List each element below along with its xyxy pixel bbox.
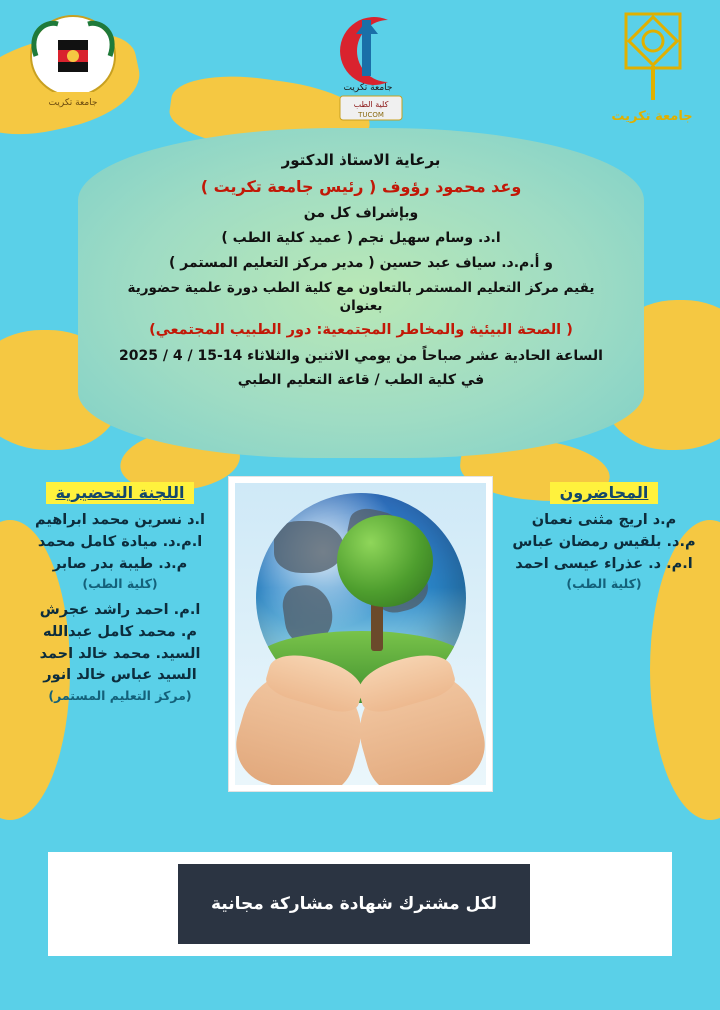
certificate-banner-text: لكل مشترك شهادة مشاركة مجانية [210,894,498,914]
svg-text:جامعة تكريت: جامعة تكريت [48,98,98,108]
committee-member: السيد عباس خالد انور [43,667,197,684]
card-line-6: يقيم مركز التعليم المستمر بالتعاون مع كلية الطب دورة علمية حضورية بعنوان [127,279,595,314]
college-of-medicine-emblem-icon [310,4,420,129]
committee-member: ا.م.د. ميادة كامل محمد [37,533,203,550]
committee-affiliation-center: (مركز التعليم المستمر) [48,688,192,703]
lecturers-heading: المحاضرون [550,482,659,504]
committee-section [22,482,218,706]
committee-member: ا.م. احمد راشد عجرش [39,602,201,618]
card-line-2: وعد محمود رؤوف ( رئيس جامعة تكريت ) [200,177,522,197]
earth-tree-in-hands-illustration [228,476,493,792]
tikrit-university-wordmark-icon [596,4,706,129]
committee-member: السيد. محمد خالد احمد [39,645,201,662]
tree-icon [337,515,433,607]
announcement-card [78,128,644,458]
svg-text:جامعة تكريت: جامعة تكريت [611,109,693,124]
committee-affiliation-medicine: (كلية الطب) [82,576,158,592]
lecturers-affiliation: (كلية الطب) [566,576,642,592]
lecturer-name: م.د. بلقيس رمضان عباس [512,533,696,550]
card-line-5: و أ.م.د. سياف عبد حسين ( مدير مركز التعليم المستمر ) [169,254,553,271]
certificate-banner [178,864,530,944]
card-line-3: وبإشراف كل من [303,204,419,221]
svg-text:جامعة تكريت: جامعة تكريت [343,83,393,93]
svg-text:كلية الطب: كلية الطب [353,100,389,109]
committee-member: م.د. طيبة بدر صابر [52,555,188,572]
committee-member: ا.د نسرين محمد ابراهيم [34,512,206,528]
tikrit-university-emblem-icon [18,8,128,118]
card-datetime: الساعة الحادية عشر صباحاً من يومي الاثنين والثلاثاء 14-15 / 4 / 2025 [119,347,603,364]
card-course-title: ( الصحة البيئية والمخاطر المجتمعية: دور الطبيب المجتمعي) [149,321,573,338]
svg-text:TUCOM: TUCOM [358,111,384,119]
lecturers-section [506,482,702,594]
committee-member: م. محمد كامل عبدالله [43,623,197,640]
lecturer-name: ا.م. د. عذراء عيسى احمد [515,555,693,572]
committee-heading: اللجنة التحضيرية [46,482,195,504]
card-venue: في كلية الطب / قاعة التعليم الطبي [237,372,485,389]
card-line-1: برعاية الاستاذ الدكتور [281,151,441,169]
card-line-4: ا.د. وسام سهيل نجم ( عميد كلية الطب ) [221,229,501,246]
lecturer-name: م.د اريج مثنى نعمان [531,512,677,528]
